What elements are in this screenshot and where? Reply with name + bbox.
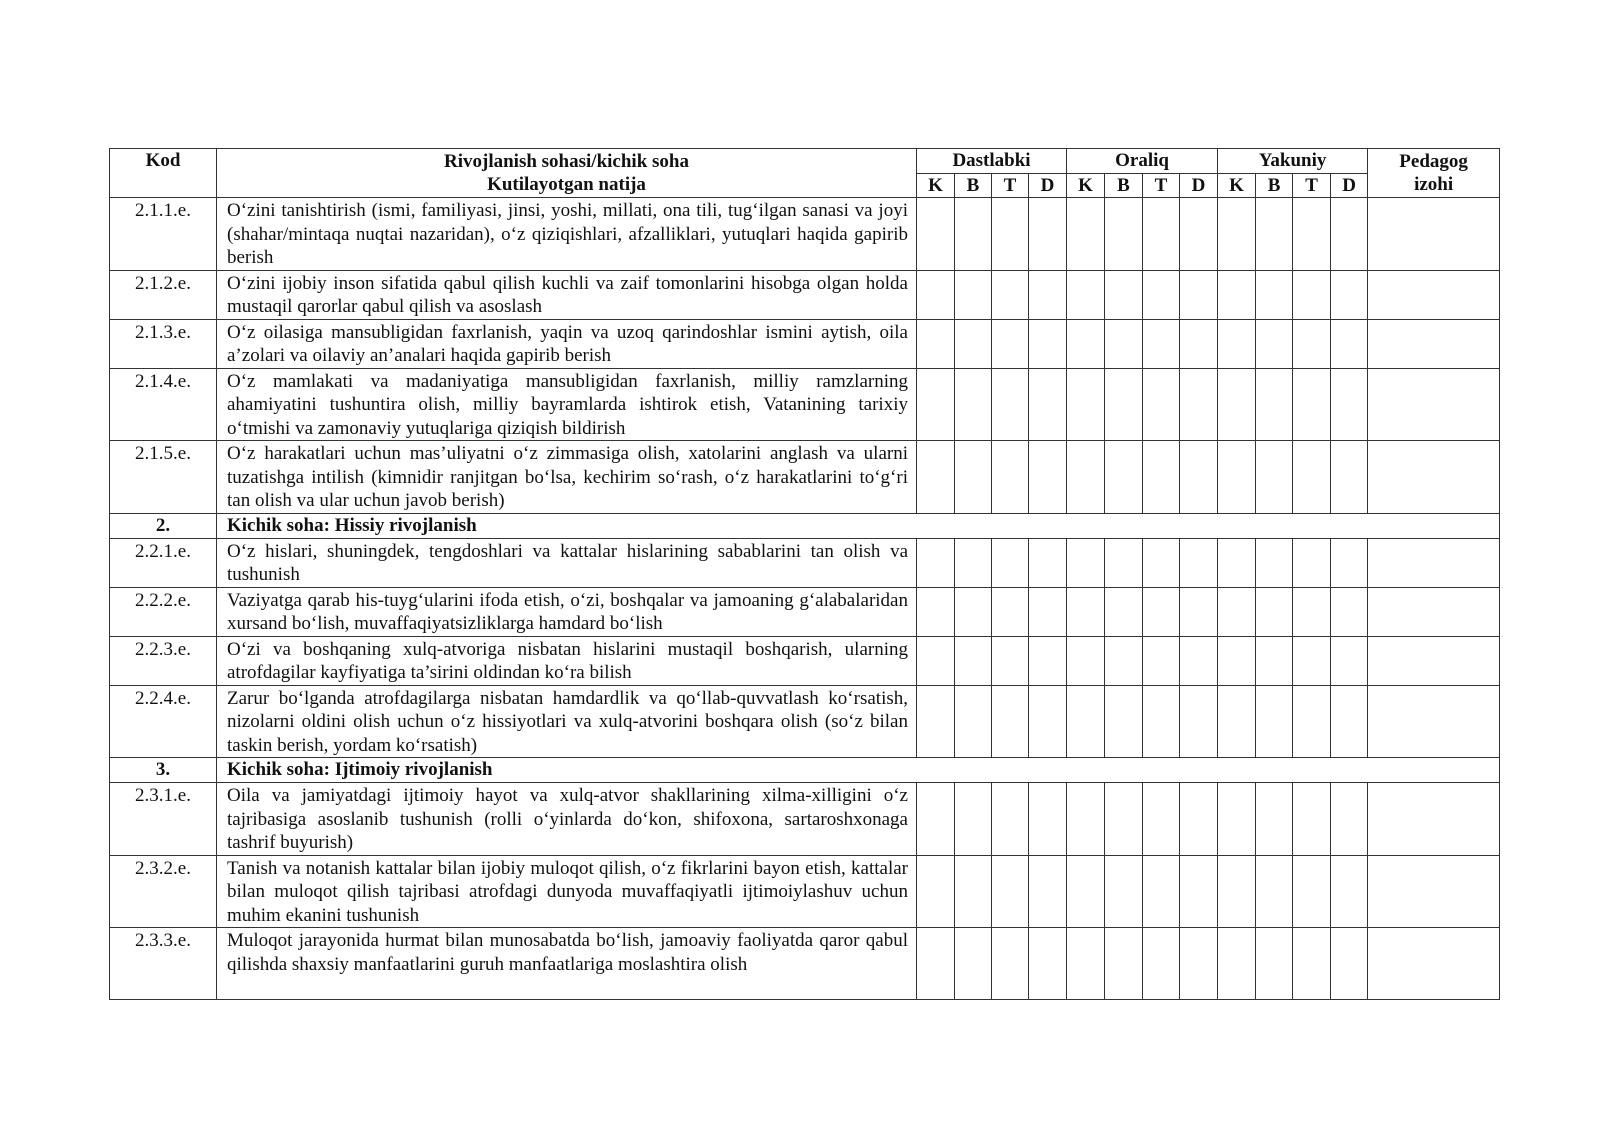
- subheader-dastlabki-d: D: [1029, 173, 1067, 198]
- header-group-yakuniy: Yakuniy: [1218, 149, 1368, 174]
- assessment-cell[interactable]: [1256, 636, 1293, 685]
- assessment-table: [109, 148, 1500, 1000]
- assessment-cell[interactable]: [917, 368, 955, 441]
- assessment-cell[interactable]: [1218, 855, 1256, 928]
- table-row: [110, 198, 1500, 271]
- assessment-cell[interactable]: [1105, 198, 1143, 271]
- pedagog-comment-cell[interactable]: [1368, 319, 1500, 368]
- assessment-cell[interactable]: [1293, 855, 1331, 928]
- pedagog-comment-cell[interactable]: [1368, 587, 1500, 636]
- assessment-cell[interactable]: [992, 783, 1029, 856]
- assessment-cell[interactable]: [1331, 685, 1368, 758]
- assessment-cell[interactable]: [1067, 319, 1105, 368]
- section-title: Kichik soha: Ijtimoiy rivojlanish: [217, 758, 1500, 783]
- assessment-cell[interactable]: [1180, 319, 1218, 368]
- assessment-cell[interactable]: [1180, 587, 1218, 636]
- assessment-cell[interactable]: [1029, 685, 1067, 758]
- assessment-cell[interactable]: [1256, 855, 1293, 928]
- assessment-cell[interactable]: [1067, 368, 1105, 441]
- row-outcome-text: Zarur bo‘lganda atrofdagilarga nisbatan hamdardlik va qo‘llab-quvvatlash ko‘rsatish, nizolarni oldini olish uchun o‘z hissiyotlari va xulq-atvorini boshqara olish (so‘z bilan taskin berish, yordam ko‘rsatish): [217, 685, 917, 758]
- assessment-table-sheet: [109, 148, 1499, 1000]
- assessment-cell[interactable]: [1143, 270, 1180, 319]
- subheader-dastlabki-b: B: [955, 173, 992, 198]
- row-code: 2.1.3.e.: [110, 319, 217, 368]
- assessment-cell[interactable]: [955, 538, 992, 587]
- assessment-cell[interactable]: [1256, 368, 1293, 441]
- assessment-cell[interactable]: [1029, 855, 1067, 928]
- assessment-cell[interactable]: [1218, 685, 1256, 758]
- assessment-cell[interactable]: [955, 685, 992, 758]
- pedagog-comment-cell[interactable]: [1368, 198, 1500, 271]
- assessment-cell[interactable]: [1180, 636, 1218, 685]
- table-row: [110, 368, 1500, 441]
- header-group-dastlabki: Dastlabki: [917, 149, 1067, 174]
- assessment-cell[interactable]: [1331, 855, 1368, 928]
- assessment-cell[interactable]: [1029, 270, 1067, 319]
- assessment-cell[interactable]: [1029, 319, 1067, 368]
- assessment-cell[interactable]: [1218, 441, 1256, 514]
- assessment-cell[interactable]: [1218, 538, 1256, 587]
- pedagog-comment-cell[interactable]: [1368, 928, 1500, 1000]
- assessment-cell[interactable]: [1143, 319, 1180, 368]
- row-code: 2.3.3.e.: [110, 928, 217, 1000]
- header-pedagog-line1: Pedagog: [1399, 151, 1468, 172]
- assessment-cell[interactable]: [1218, 198, 1256, 271]
- assessment-cell[interactable]: [955, 441, 992, 514]
- assessment-cell[interactable]: [1218, 636, 1256, 685]
- subheader-dastlabki-t: T: [992, 173, 1029, 198]
- pedagog-comment-cell[interactable]: [1368, 368, 1500, 441]
- row-outcome-text: Vaziyatga qarab his-tuyg‘ularini ifoda etish, o‘zi, boshqalar va jamoaning g‘alabalaridan xursand bo‘lish, muvaffaqiyatsizliklarga hamdard bo‘lish: [217, 587, 917, 636]
- assessment-cell[interactable]: [1331, 587, 1368, 636]
- assessment-cell[interactable]: [917, 855, 955, 928]
- assessment-cell[interactable]: [1029, 441, 1067, 514]
- pedagog-comment-cell[interactable]: [1368, 441, 1500, 514]
- assessment-cell[interactable]: [1143, 928, 1180, 1000]
- assessment-cell[interactable]: [1105, 270, 1143, 319]
- assessment-cell[interactable]: [992, 855, 1029, 928]
- assessment-cell[interactable]: [1293, 783, 1331, 856]
- assessment-cell[interactable]: [1067, 928, 1105, 1000]
- assessment-cell[interactable]: [917, 587, 955, 636]
- assessment-cell[interactable]: [1143, 538, 1180, 587]
- assessment-cell[interactable]: [1067, 587, 1105, 636]
- assessment-cell[interactable]: [1029, 783, 1067, 856]
- assessment-cell[interactable]: [992, 198, 1029, 271]
- assessment-cell[interactable]: [1180, 270, 1218, 319]
- assessment-cell[interactable]: [992, 685, 1029, 758]
- assessment-cell[interactable]: [1029, 198, 1067, 271]
- assessment-cell[interactable]: [917, 928, 955, 1000]
- section-row: [110, 513, 1500, 538]
- subheader-yakuniy-t: T: [1293, 173, 1331, 198]
- assessment-cell[interactable]: [992, 441, 1029, 514]
- row-outcome-text: Tanish va notanish kattalar bilan ijobiy muloqot qilish, o‘z fikrlarini bayon etish, kattalar bilan muloqot qilish tajribasi atrofdagi dunyoda muvaffaqiyatli ijtimoiylashuv uchun muhim ekanini tushunish: [217, 855, 917, 928]
- assessment-cell[interactable]: [1143, 441, 1180, 514]
- assessment-cell[interactable]: [992, 636, 1029, 685]
- assessment-cell[interactable]: [1293, 538, 1331, 587]
- table-row: [110, 783, 1500, 856]
- assessment-cell[interactable]: [1105, 538, 1143, 587]
- table-row: [110, 319, 1500, 368]
- assessment-cell[interactable]: [1143, 636, 1180, 685]
- row-code: 2.1.1.e.: [110, 198, 217, 271]
- assessment-cell[interactable]: [955, 783, 992, 856]
- assessment-cell[interactable]: [1331, 636, 1368, 685]
- assessment-cell[interactable]: [1293, 685, 1331, 758]
- assessment-cell[interactable]: [1218, 783, 1256, 856]
- assessment-cell[interactable]: [1105, 928, 1143, 1000]
- row-outcome-text: O‘zi va boshqaning xulq-atvoriga nisbatan hislarini mustaqil boshqarish, ularning atrofdagilar kayfiyatiga ta’sirini oldindan ko‘ra bilish: [217, 636, 917, 685]
- assessment-cell[interactable]: [1105, 441, 1143, 514]
- section-title: Kichik soha: Hissiy rivojlanish: [217, 513, 1500, 538]
- table-row: [110, 587, 1500, 636]
- subheader-oraliq-k: K: [1067, 173, 1105, 198]
- assessment-cell[interactable]: [1105, 368, 1143, 441]
- assessment-cell[interactable]: [1293, 928, 1331, 1000]
- assessment-cell[interactable]: [1293, 319, 1331, 368]
- assessment-cell[interactable]: [1331, 270, 1368, 319]
- assessment-cell[interactable]: [1180, 368, 1218, 441]
- assessment-cell[interactable]: [1105, 587, 1143, 636]
- assessment-cell[interactable]: [1293, 587, 1331, 636]
- row-code: 2.1.2.e.: [110, 270, 217, 319]
- row-code: 2.3.1.e.: [110, 783, 217, 856]
- assessment-cell[interactable]: [1218, 319, 1256, 368]
- header-title: [217, 149, 917, 198]
- assessment-cell[interactable]: [1067, 538, 1105, 587]
- assessment-cell[interactable]: [992, 368, 1029, 441]
- assessment-cell[interactable]: [992, 587, 1029, 636]
- assessment-cell[interactable]: [1293, 636, 1331, 685]
- assessment-cell[interactable]: [1180, 441, 1218, 514]
- section-row: [110, 758, 1500, 783]
- assessment-cell[interactable]: [1105, 319, 1143, 368]
- assessment-cell[interactable]: [917, 198, 955, 271]
- assessment-cell[interactable]: [917, 441, 955, 514]
- subheader-oraliq-b: B: [1105, 173, 1143, 198]
- assessment-cell[interactable]: [1143, 198, 1180, 271]
- subheader-yakuniy-b: B: [1256, 173, 1293, 198]
- assessment-cell[interactable]: [955, 368, 992, 441]
- assessment-cell[interactable]: [1180, 685, 1218, 758]
- assessment-cell[interactable]: [1331, 783, 1368, 856]
- assessment-cell[interactable]: [917, 685, 955, 758]
- assessment-cell[interactable]: [1105, 855, 1143, 928]
- row-code: 2.1.5.e.: [110, 441, 217, 514]
- assessment-cell[interactable]: [1331, 538, 1368, 587]
- assessment-cell[interactable]: [992, 928, 1029, 1000]
- pedagog-comment-cell[interactable]: [1368, 636, 1500, 685]
- assessment-cell[interactable]: [1105, 685, 1143, 758]
- pedagog-comment-cell[interactable]: [1368, 538, 1500, 587]
- row-outcome-text: O‘z oilasiga mansubligidan faxrlanish, yaqin va uzoq qarindoshlar ismini aytish, oila a’zolari va oilaviy an’analari haqida gapirib berish: [217, 319, 917, 368]
- subheader-oraliq-t: T: [1143, 173, 1180, 198]
- assessment-cell[interactable]: [1143, 783, 1180, 856]
- assessment-cell[interactable]: [917, 783, 955, 856]
- assessment-cell[interactable]: [1067, 198, 1105, 271]
- assessment-cell[interactable]: [1143, 368, 1180, 441]
- table-body: [110, 198, 1500, 1000]
- assessment-cell[interactable]: [1256, 270, 1293, 319]
- table-row: [110, 538, 1500, 587]
- assessment-cell[interactable]: [1143, 685, 1180, 758]
- row-code: 2.2.2.e.: [110, 587, 217, 636]
- assessment-cell[interactable]: [955, 928, 992, 1000]
- assessment-cell[interactable]: [955, 636, 992, 685]
- assessment-cell[interactable]: [1331, 368, 1368, 441]
- table-row: [110, 441, 1500, 514]
- assessment-cell[interactable]: [1256, 685, 1293, 758]
- assessment-cell[interactable]: [917, 538, 955, 587]
- row-outcome-text: O‘z harakatlari uchun mas’uliyatni o‘z zimmasiga olish, xatolarini anglash va ularni tuzatishga intilish (kimnidir ranjitgan bo‘lsa, kechirim so‘rash, o‘z harakatlarini to‘g‘ri tan olish va ular uchun javob berish): [217, 441, 917, 514]
- assessment-cell[interactable]: [1067, 441, 1105, 514]
- header-kod: [110, 149, 217, 198]
- subheader-oraliq-d: D: [1180, 173, 1218, 198]
- row-outcome-text: O‘z mamlakati va madaniyatiga mansubligidan faxrlanish, milliy ramzlarning ahamiyatini tushuntira olish, milliy bayramlarda ishtirok etish, Vatanining tarixiy o‘tmishi va zamonaviy yutuqlariga qiziqish bildirish: [217, 368, 917, 441]
- assessment-cell[interactable]: [1331, 441, 1368, 514]
- assessment-cell[interactable]: [955, 319, 992, 368]
- assessment-cell[interactable]: [1293, 270, 1331, 319]
- assessment-cell[interactable]: [955, 270, 992, 319]
- table-row: [110, 270, 1500, 319]
- assessment-cell[interactable]: [917, 636, 955, 685]
- assessment-cell[interactable]: [1029, 368, 1067, 441]
- assessment-cell[interactable]: [1029, 928, 1067, 1000]
- row-outcome-text: O‘z hislari, shuningdek, tengdoshlari va kattalar hislarining sabablarini tan olish va tushunish: [217, 538, 917, 587]
- assessment-cell[interactable]: [1143, 587, 1180, 636]
- subheader-yakuniy-d: D: [1331, 173, 1368, 198]
- assessment-cell[interactable]: [1218, 587, 1256, 636]
- assessment-cell[interactable]: [1105, 636, 1143, 685]
- assessment-cell[interactable]: [1218, 270, 1256, 319]
- pedagog-comment-cell[interactable]: [1368, 270, 1500, 319]
- assessment-cell[interactable]: [1067, 685, 1105, 758]
- assessment-cell[interactable]: [1143, 855, 1180, 928]
- header-pedagog: [1368, 149, 1500, 198]
- pedagog-comment-cell[interactable]: [1368, 855, 1500, 928]
- assessment-cell[interactable]: [1293, 368, 1331, 441]
- assessment-cell[interactable]: [992, 319, 1029, 368]
- row-outcome-text: Muloqot jarayonida hurmat bilan munosabatda bo‘lish, jamoaviy faoliyatda qaror qabul qilishda shaxsiy manfaatlarini guruh manfaatlariga moslashtira olish: [217, 928, 917, 1000]
- assessment-cell[interactable]: [1218, 368, 1256, 441]
- row-outcome-text: O‘zini tanishtirish (ismi, familiyasi, jinsi, yoshi, millati, ona tili, tug‘ilgan sanasi va joyi (shahar/mintaqa nuqtai nazaridan), o‘z qiziqishlari, afzalliklari, yutuqlari haqida gapirib berish: [217, 198, 917, 271]
- assessment-cell[interactable]: [1067, 636, 1105, 685]
- assessment-cell[interactable]: [917, 319, 955, 368]
- row-outcome-text: Oila va jamiyatdagi ijtimoiy hayot va xulq-atvor shakllarining xilma-xilligini o‘z tajribasiga asoslanib tushunish (rolli o‘yinlarda do‘kon, shifoxona, sartaroshxonaga tashrif buyurish): [217, 783, 917, 856]
- pedagog-comment-cell[interactable]: [1368, 685, 1500, 758]
- assessment-cell[interactable]: [1180, 538, 1218, 587]
- assessment-cell[interactable]: [1293, 198, 1331, 271]
- assessment-cell[interactable]: [1293, 441, 1331, 514]
- assessment-cell[interactable]: [1067, 270, 1105, 319]
- assessment-cell[interactable]: [955, 855, 992, 928]
- assessment-cell[interactable]: [1029, 636, 1067, 685]
- section-code: 2.: [110, 513, 217, 538]
- row-code: 2.2.1.e.: [110, 538, 217, 587]
- table-row: [110, 855, 1500, 928]
- row-outcome-text: O‘zini ijobiy inson sifatida qabul qilish kuchli va zaif tomonlarini hisobga olgan holda mustaqil qarorlar qabul qilish va asoslash: [217, 270, 917, 319]
- assessment-cell[interactable]: [992, 538, 1029, 587]
- assessment-cell[interactable]: [1067, 783, 1105, 856]
- assessment-cell[interactable]: [1256, 783, 1293, 856]
- header-group-oraliq: Oraliq: [1067, 149, 1218, 174]
- assessment-cell[interactable]: [1180, 783, 1218, 856]
- row-code: 2.1.4.e.: [110, 368, 217, 441]
- assessment-cell[interactable]: [1256, 928, 1293, 1000]
- assessment-cell[interactable]: [955, 198, 992, 271]
- table-row: [110, 928, 1500, 1000]
- section-code: 3.: [110, 758, 217, 783]
- assessment-cell[interactable]: [1105, 783, 1143, 856]
- header-kod-label: Kod: [145, 150, 181, 171]
- assessment-cell[interactable]: [992, 270, 1029, 319]
- assessment-cell[interactable]: [1331, 319, 1368, 368]
- table-row: [110, 685, 1500, 758]
- subheader-dastlabki-k: K: [917, 173, 955, 198]
- pedagog-comment-cell[interactable]: [1368, 783, 1500, 856]
- row-code: 2.2.4.e.: [110, 685, 217, 758]
- header-pedagog-line2: izohi: [1414, 174, 1454, 195]
- assessment-cell[interactable]: [955, 587, 992, 636]
- assessment-cell[interactable]: [1029, 538, 1067, 587]
- header-title-line2: Kutilayotgan natija: [487, 174, 646, 195]
- subheader-yakuniy-k: K: [1218, 173, 1256, 198]
- assessment-cell[interactable]: [1180, 855, 1218, 928]
- row-code: 2.2.3.e.: [110, 636, 217, 685]
- row-code: 2.3.2.e.: [110, 855, 217, 928]
- assessment-cell[interactable]: [1331, 198, 1368, 271]
- assessment-cell[interactable]: [1180, 928, 1218, 1000]
- assessment-cell[interactable]: [1256, 319, 1293, 368]
- assessment-cell[interactable]: [1218, 928, 1256, 1000]
- assessment-cell[interactable]: [1029, 587, 1067, 636]
- assessment-cell[interactable]: [1256, 538, 1293, 587]
- assessment-cell[interactable]: [1180, 198, 1218, 271]
- assessment-cell[interactable]: [1331, 928, 1368, 1000]
- header-title-line1: Rivojlanish sohasi/kichik soha: [444, 151, 689, 172]
- table-row: [110, 636, 1500, 685]
- assessment-cell[interactable]: [1256, 441, 1293, 514]
- assessment-cell[interactable]: [1256, 587, 1293, 636]
- assessment-cell[interactable]: [1067, 855, 1105, 928]
- assessment-cell[interactable]: [917, 270, 955, 319]
- assessment-cell[interactable]: [1256, 198, 1293, 271]
